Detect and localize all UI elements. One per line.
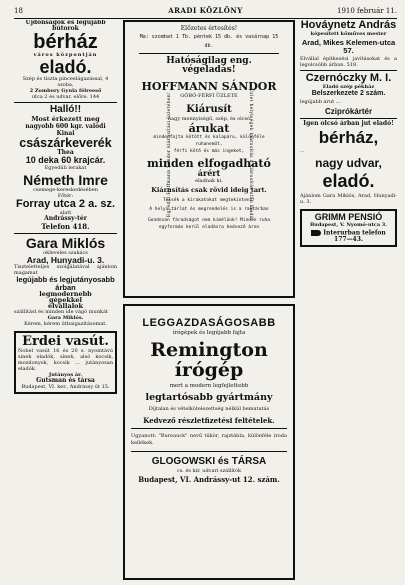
divider — [14, 233, 117, 234]
ad-nemeth: Németh Imre csemege-kereskedésében Főtér: Forray utca 2 a. sz. alatt Andrássy-tér Telefon 418. — [15, 171, 116, 231]
ad-berhaz: Ujdonságok és legújabb bútorok bérház város központján eladó. Szép és tiszta pinceelágazással, 4 szoba, 2 Zombory Gyula félreeső utca 2 és udvar, előre. 144 — [14, 20, 117, 100]
side-text-left: Egyedül Hoffmann Sándor kiárusítási üzletében! — [167, 91, 173, 218]
headline-csaszarkeverek: császárkeverék — [19, 136, 112, 150]
headline-berhaz-right: bérház, — [318, 128, 379, 147]
ad-hoffmann — [123, 20, 295, 298]
headline-hovaynetz: Hováynetz András — [300, 20, 397, 31]
issue-date: 1910 február 11. — [337, 7, 397, 15]
ad-erdei-vasut: Erdei vasút. Nobel vasút 16 és 20 s. nyomtávú sinek eladók, sínek, alsó kocsik, mozdonyok, kocsik ... jutányosan eladók. Jutányos ár. Gutsman és társa Budapest, VI. ker., Andrássy út 15. — [14, 331, 117, 394]
masthead: ARADI KÖZLÖNY — [168, 6, 243, 15]
headline-leggazdasagosabb: LEGGAZDASÁGOSABB — [142, 317, 276, 329]
headline-remington: Remington írógép — [150, 339, 268, 381]
center-column — [123, 20, 295, 580]
ad-thea: Halló!! Most érkezett meg nagyobb 600 kgr. valódi Kinai császárkeverék Thea 10 deka 60 krajcár. Egyedüli lerakat — [14, 105, 117, 171]
divider — [14, 102, 117, 103]
left-column — [14, 20, 117, 580]
headline-glogowski: GLOGOWSKI és TÁRSA — [151, 455, 267, 467]
headline-nemeth-imre: Németh Imre — [23, 171, 108, 188]
headline-elado-right: eladó. — [322, 171, 375, 191]
ad-hovaynetz: Hováynetz András képesített kőműves mester Arad, Mikes Kelemen-utca 57. Elvállal építkezési javításokat és a legolcsóbb árban. 518. — [300, 20, 397, 68]
ad-berhaz-right: Igen olcsó árban jut eladó! bérház, ... nagy udvar, eladó. Ajánlom Gara Miklós, Arad, Hunyadi-u. 3. — [300, 120, 397, 205]
headline-elado: eladó. — [39, 57, 92, 77]
headline-czernoczky: Czernóczky M. I. — [305, 72, 392, 84]
headline-berhaz: bérház — [33, 31, 98, 53]
headline-vegeladas: Hatóságilag eng. végeladás! — [166, 56, 252, 75]
right-column — [300, 20, 397, 580]
headline-hoffmann-sandor: HOFFMANN SÁNDOR — [141, 80, 277, 93]
ad-gara: Gara Miklós okleveles szakács Arad, Hunyadi-u. 3. Tiszteletteljes szolgálatával ajánlom magamat legújabb és legjutányosabb árban legmodernebb gépekkel elvállalok szállítást és minden ide vágó munkát Gara Miklós. Kérem, kérem útbaigazításomat. — [14, 234, 117, 327]
page-header — [14, 6, 397, 19]
headline-erdei-vasut: Erdei vasút. — [22, 334, 109, 349]
headline-gara-miklos: Gara Miklós — [25, 234, 106, 251]
ad-grimm-pensio: GRIMM PENSIÓ Budapest, V. Nyomó-utca 3. Interurban telefon 177—43. — [300, 209, 397, 247]
hoffmann-body: Előzetes értesítés! Ma: szombat 1 Tb. péntek 15 db. és vasárnap 15 db. Hatóságilag eng. végeladás! HOFFMANN SÁNDOR GÓBÓ-FÉRFI ÜZLETE Kiárusít nagy mennyiségű, szép, és olcsó árukat mindenfajta kötött és kalapáru, különféle ruhaneműt, férfi kötő és más ingeket, minden elfogadható árért eladnak ki. Kiárusítás csak rövid ideig tart. Tessék a kirakatokat megtekinteni! A helyi tárlat és megrendelés is a raktárban Gondosan fáradságot nem kímélünk! Minden ruha egyformán kerül eladásra kedvező áron — [139, 25, 279, 230]
page-number: 18 — [14, 7, 23, 15]
ad-remington: LEGGAZDASÁGOSABB írógépek és legújabb fajta Remington írógép mert a modern legfejlettebb legtartósabb gyártmány Díjtalan és vételkötelezettség nélkül bemutatás Kedvező részletfizetési feltételek. Ugyanott: "Bureauck" nevű tükör, rajztábla, különféle iroda kellékek. GLOGOWSKI és TÁRSA cs. és kir. udvari szállítók Budapest, VI. Andrássy-ut 12. szám. — [123, 304, 295, 580]
headline-grimm-pensio: GRIMM PENSIÓ — [314, 212, 383, 222]
ad-czernoczky: Czernóczky M. I. Eladó szép pékház Belszerkezete 2 szám. legújabb árut ... Cziprókártér — [300, 73, 397, 116]
pointing-hand-icon — [311, 230, 321, 236]
side-text-right: Üzlet helyiségek kiárusítás a kiárusítás után kiadó! — [248, 88, 254, 221]
